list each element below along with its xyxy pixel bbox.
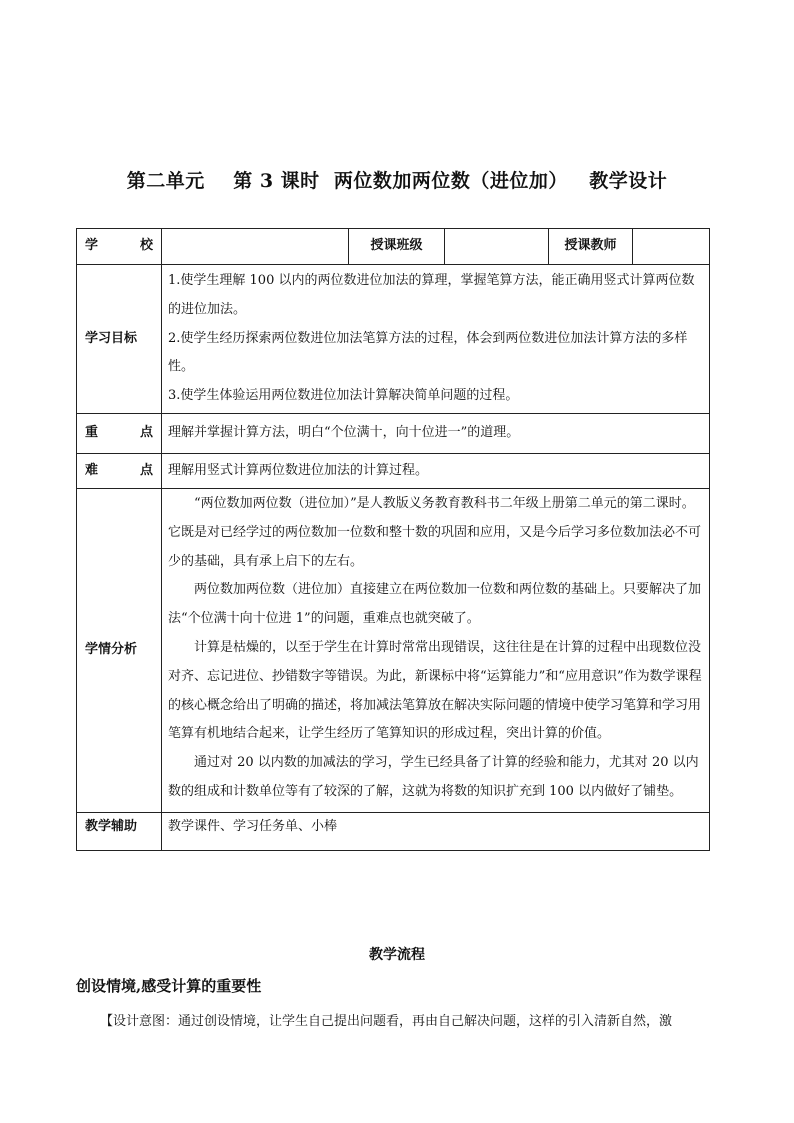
objectives-label: 学习目标: [77, 265, 162, 414]
key-point-text: 理解并掌握计算方法，明白“个位满十，向十位进一”的道理。: [162, 413, 710, 453]
school-label-cell: [77, 229, 162, 265]
difficulty-text: 理解用竖式计算两位数进位加法的计算过程。: [162, 453, 710, 488]
design-intent-text: 【设计意图：通过创设情境，让学生自己提出问题看，再由自己解决问题，这样的引入清新自然，激: [100, 1014, 673, 1029]
class-label: 授课班级: [349, 229, 445, 265]
key-point-row: [77, 413, 710, 453]
difficulty-row: [77, 453, 710, 488]
teacher-label: 授课教师: [549, 229, 633, 265]
objective-item: 3.使学生体验运用两位数进位加法计算解决简单问题的过程。: [168, 388, 519, 404]
school-value-cell: [162, 229, 349, 265]
section-heading: 创设情境,感受计算的重要性: [76, 977, 262, 995]
analysis-label: 学情分析: [77, 488, 162, 812]
analysis-paragraph: 通过对 20 以内数的加减法的学习，学生已经具备了计算的经验和能力，尤其对 20 以内数的组成和计数单位等有了较深的了解，这就为将数的知识扩充到 100 以内做好了铺垫。: [168, 755, 699, 799]
analysis-paragraph: 计算是枯燥的，以至于学生在计算时常常出现错误，这往往是在计算的过程中出现数位没对齐、忘记进位、抄错数字等错误。为此，新课标中将“运算能力”和“应用意识”作为数学课程的核心概念给出了明确的描述，将加减法笔算放在解决实际问题的情境中使学习笔算和学习用笔算有机地结合起来，让学生经历了笔算知识的形成过程，突出计算的价值。: [168, 639, 702, 742]
class-value-cell: [445, 229, 549, 265]
difficulty-label: 难 点: [85, 462, 153, 478]
header-row: [77, 229, 710, 265]
analysis-paragraph: “两位数加两位数（进位加）”是人教版义务教育教科书二年级上册第二单元的第二课时。它既是对已经学过的两位数加一位数和整十数的巩固和应用，又是今后学习多位数加法必不可少的基础，具有承上启下的左右。: [168, 495, 702, 569]
objectives-row: [77, 265, 710, 414]
process-heading: 教学流程: [369, 947, 425, 963]
aids-text: 教学课件、学习任务单、小棒: [162, 812, 710, 850]
analysis-content: [162, 488, 710, 812]
teacher-value-cell: [633, 229, 710, 265]
difficulty-label-cell: [77, 453, 162, 488]
objective-item: 1.使学生理解 100 以内的两位数进位加法的算理，掌握笔算方法，能正确用竖式计算两位数的进位加法。: [168, 273, 695, 317]
lesson-plan-table: [76, 228, 710, 851]
page-title: 第二单元 第 3 课时 两位数加两位数（进位加） 教学设计: [126, 170, 668, 192]
objective-item: 2.使学生经历探索两位数进位加法笔算方法的过程，体会到两位数进位加法计算方法的多样性。: [168, 330, 688, 375]
analysis-paragraph: 两位数加两位数（进位加）直接建立在两位数加一位数和两位数的基础上。只要解决了加法“个位满十向十位进 1”的问题，重难点也就突破了。: [168, 582, 702, 627]
school-label: 学 校: [85, 238, 153, 254]
key-point-label: 重 点: [85, 425, 153, 441]
aids-label: 教学辅助: [77, 812, 162, 850]
aids-row: [77, 812, 710, 850]
key-point-label-cell: [77, 413, 162, 453]
objectives-content: [162, 265, 710, 414]
analysis-row: [77, 488, 710, 812]
